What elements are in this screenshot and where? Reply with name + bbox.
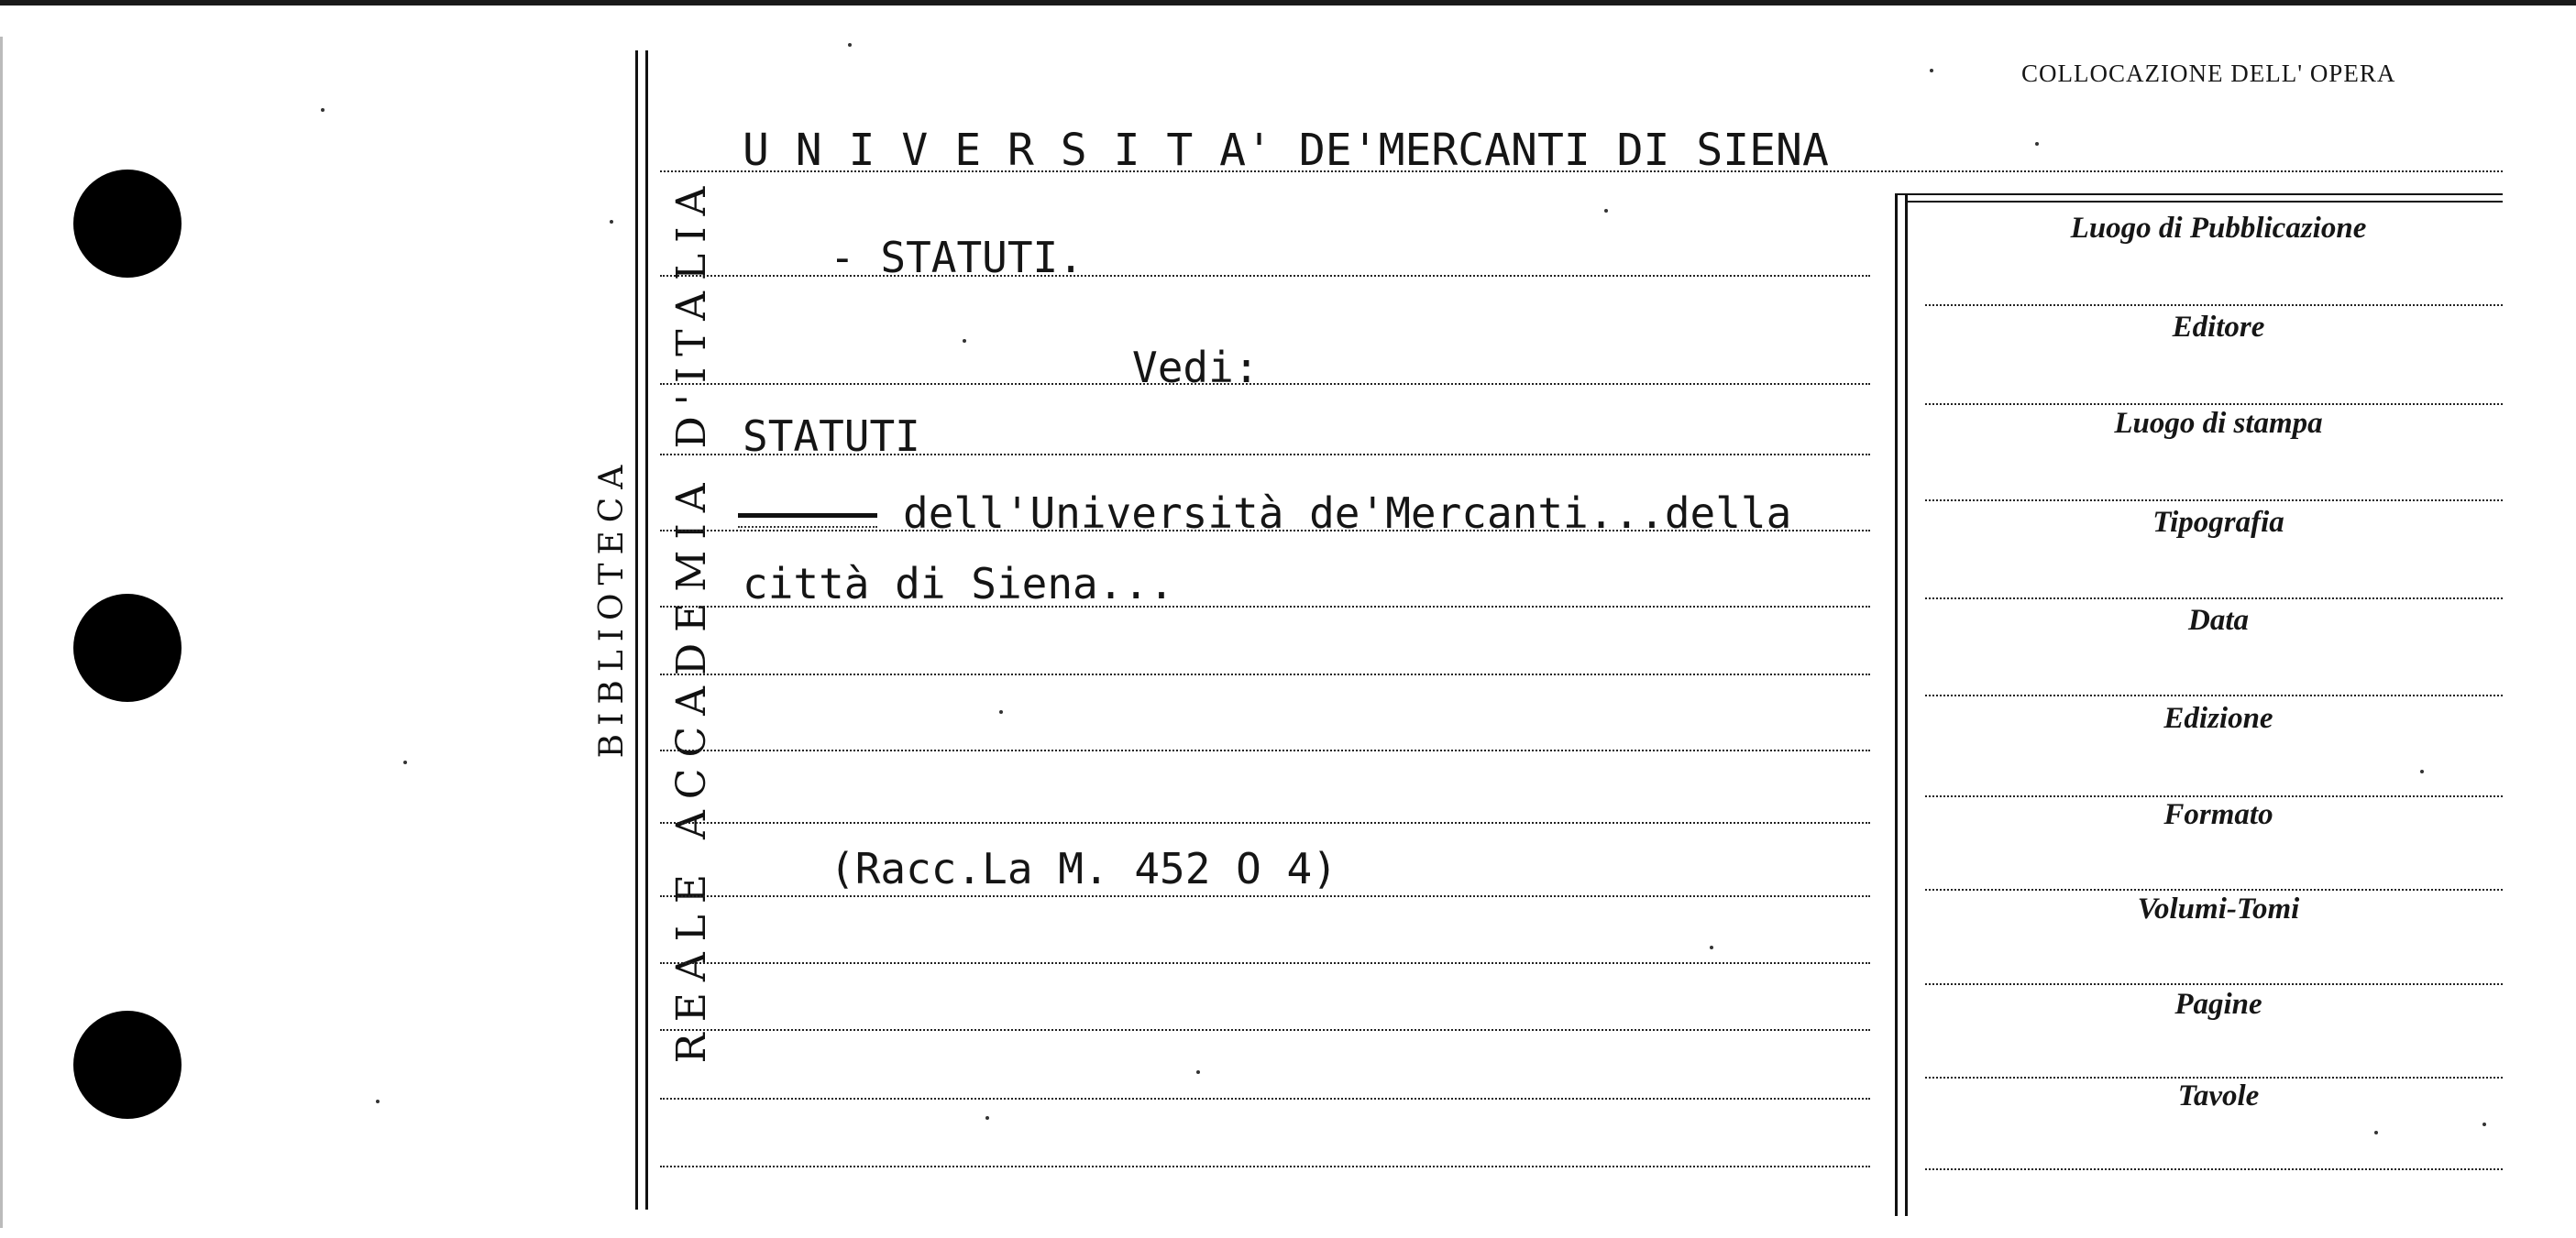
ditto-dash-underline <box>738 526 877 528</box>
writing-line <box>660 674 1870 675</box>
entry-heading: U N I V E R S I T A' DE'MERCANTI DI SIENA <box>743 125 1829 176</box>
paper-speck <box>1196 1070 1200 1074</box>
field-column-rule-1 <box>1895 194 1898 1216</box>
see-reference: Vedi: <box>1132 343 1260 392</box>
reference-title-continued: città di Siena... <box>743 559 1174 608</box>
writing-line <box>660 1166 1870 1167</box>
field-column-top-rule-1 <box>1895 193 2503 195</box>
field-label-printer: Tipografia <box>2152 506 2284 539</box>
punch-hole-middle <box>73 594 182 702</box>
paper-speck <box>321 108 325 112</box>
writing-line <box>660 383 1870 385</box>
paper-speck <box>2420 770 2424 773</box>
writing-line <box>660 1029 1870 1031</box>
left-margin-rule-1 <box>635 50 638 1210</box>
paper-speck <box>999 710 1003 714</box>
institution-name: REALE ACCADEMIA D'ITALIA <box>668 175 715 1064</box>
field-label-place-of-printing: Luogo di stampa <box>2114 407 2323 440</box>
paper-speck <box>963 339 966 343</box>
field-line <box>1925 889 2503 891</box>
field-line <box>1925 983 2503 985</box>
field-label-volumes: Volumi-Tomi <box>2137 893 2300 926</box>
field-label-format: Formato <box>2163 798 2273 831</box>
writing-line <box>660 750 1870 751</box>
paper-speck <box>376 1100 380 1103</box>
field-line <box>1925 499 2503 501</box>
card-left-edge <box>0 37 3 1228</box>
entry-subheading: - STATUTI. <box>830 233 1084 282</box>
paper-speck <box>2374 1131 2378 1134</box>
paper-speck <box>1930 69 1933 72</box>
paper-speck <box>1710 946 1713 949</box>
writing-line <box>660 962 1870 964</box>
ditto-dash <box>738 513 877 518</box>
writing-line <box>660 895 1870 897</box>
field-line <box>1925 695 2503 696</box>
card-top-edge <box>0 0 2576 5</box>
field-line <box>1925 1077 2503 1079</box>
paper-speck <box>403 761 407 764</box>
writing-line <box>660 1098 1870 1100</box>
paper-speck <box>610 220 613 224</box>
field-label-publisher: Editore <box>2172 311 2265 344</box>
field-line <box>1925 304 2503 306</box>
reference-title: dell'Università de'Mercanti...della <box>903 488 1792 538</box>
punch-hole-top <box>73 170 182 278</box>
left-margin-rule-2 <box>645 50 648 1210</box>
field-label-date: Data <box>2188 604 2249 637</box>
field-label-edition: Edizione <box>2163 702 2273 735</box>
collocation-heading: COLLOCAZIONE DELL' OPERA <box>2021 60 2396 87</box>
paper-speck <box>2035 142 2039 146</box>
field-label-place-of-publication: Luogo di Pubblicazione <box>2070 212 2367 245</box>
shelfmark: (Racc.La M. 452 O 4) <box>830 844 1338 893</box>
paper-speck <box>2482 1123 2486 1126</box>
reference-heading: STATUTI <box>743 411 920 461</box>
field-line <box>1925 403 2503 405</box>
field-label-plates: Tavole <box>2177 1079 2260 1112</box>
field-label-pages: Pagine <box>2174 988 2262 1021</box>
field-column-top-rule-2 <box>1905 201 2503 203</box>
field-line <box>1925 795 2503 797</box>
paper-speck <box>985 1116 989 1120</box>
field-line <box>1925 1168 2503 1170</box>
library-label: BIBLIOTECA <box>593 456 631 759</box>
writing-line <box>660 822 1870 824</box>
paper-speck <box>848 43 852 47</box>
punch-hole-bottom <box>73 1011 182 1119</box>
field-line <box>1925 597 2503 599</box>
paper-speck <box>1604 209 1608 213</box>
